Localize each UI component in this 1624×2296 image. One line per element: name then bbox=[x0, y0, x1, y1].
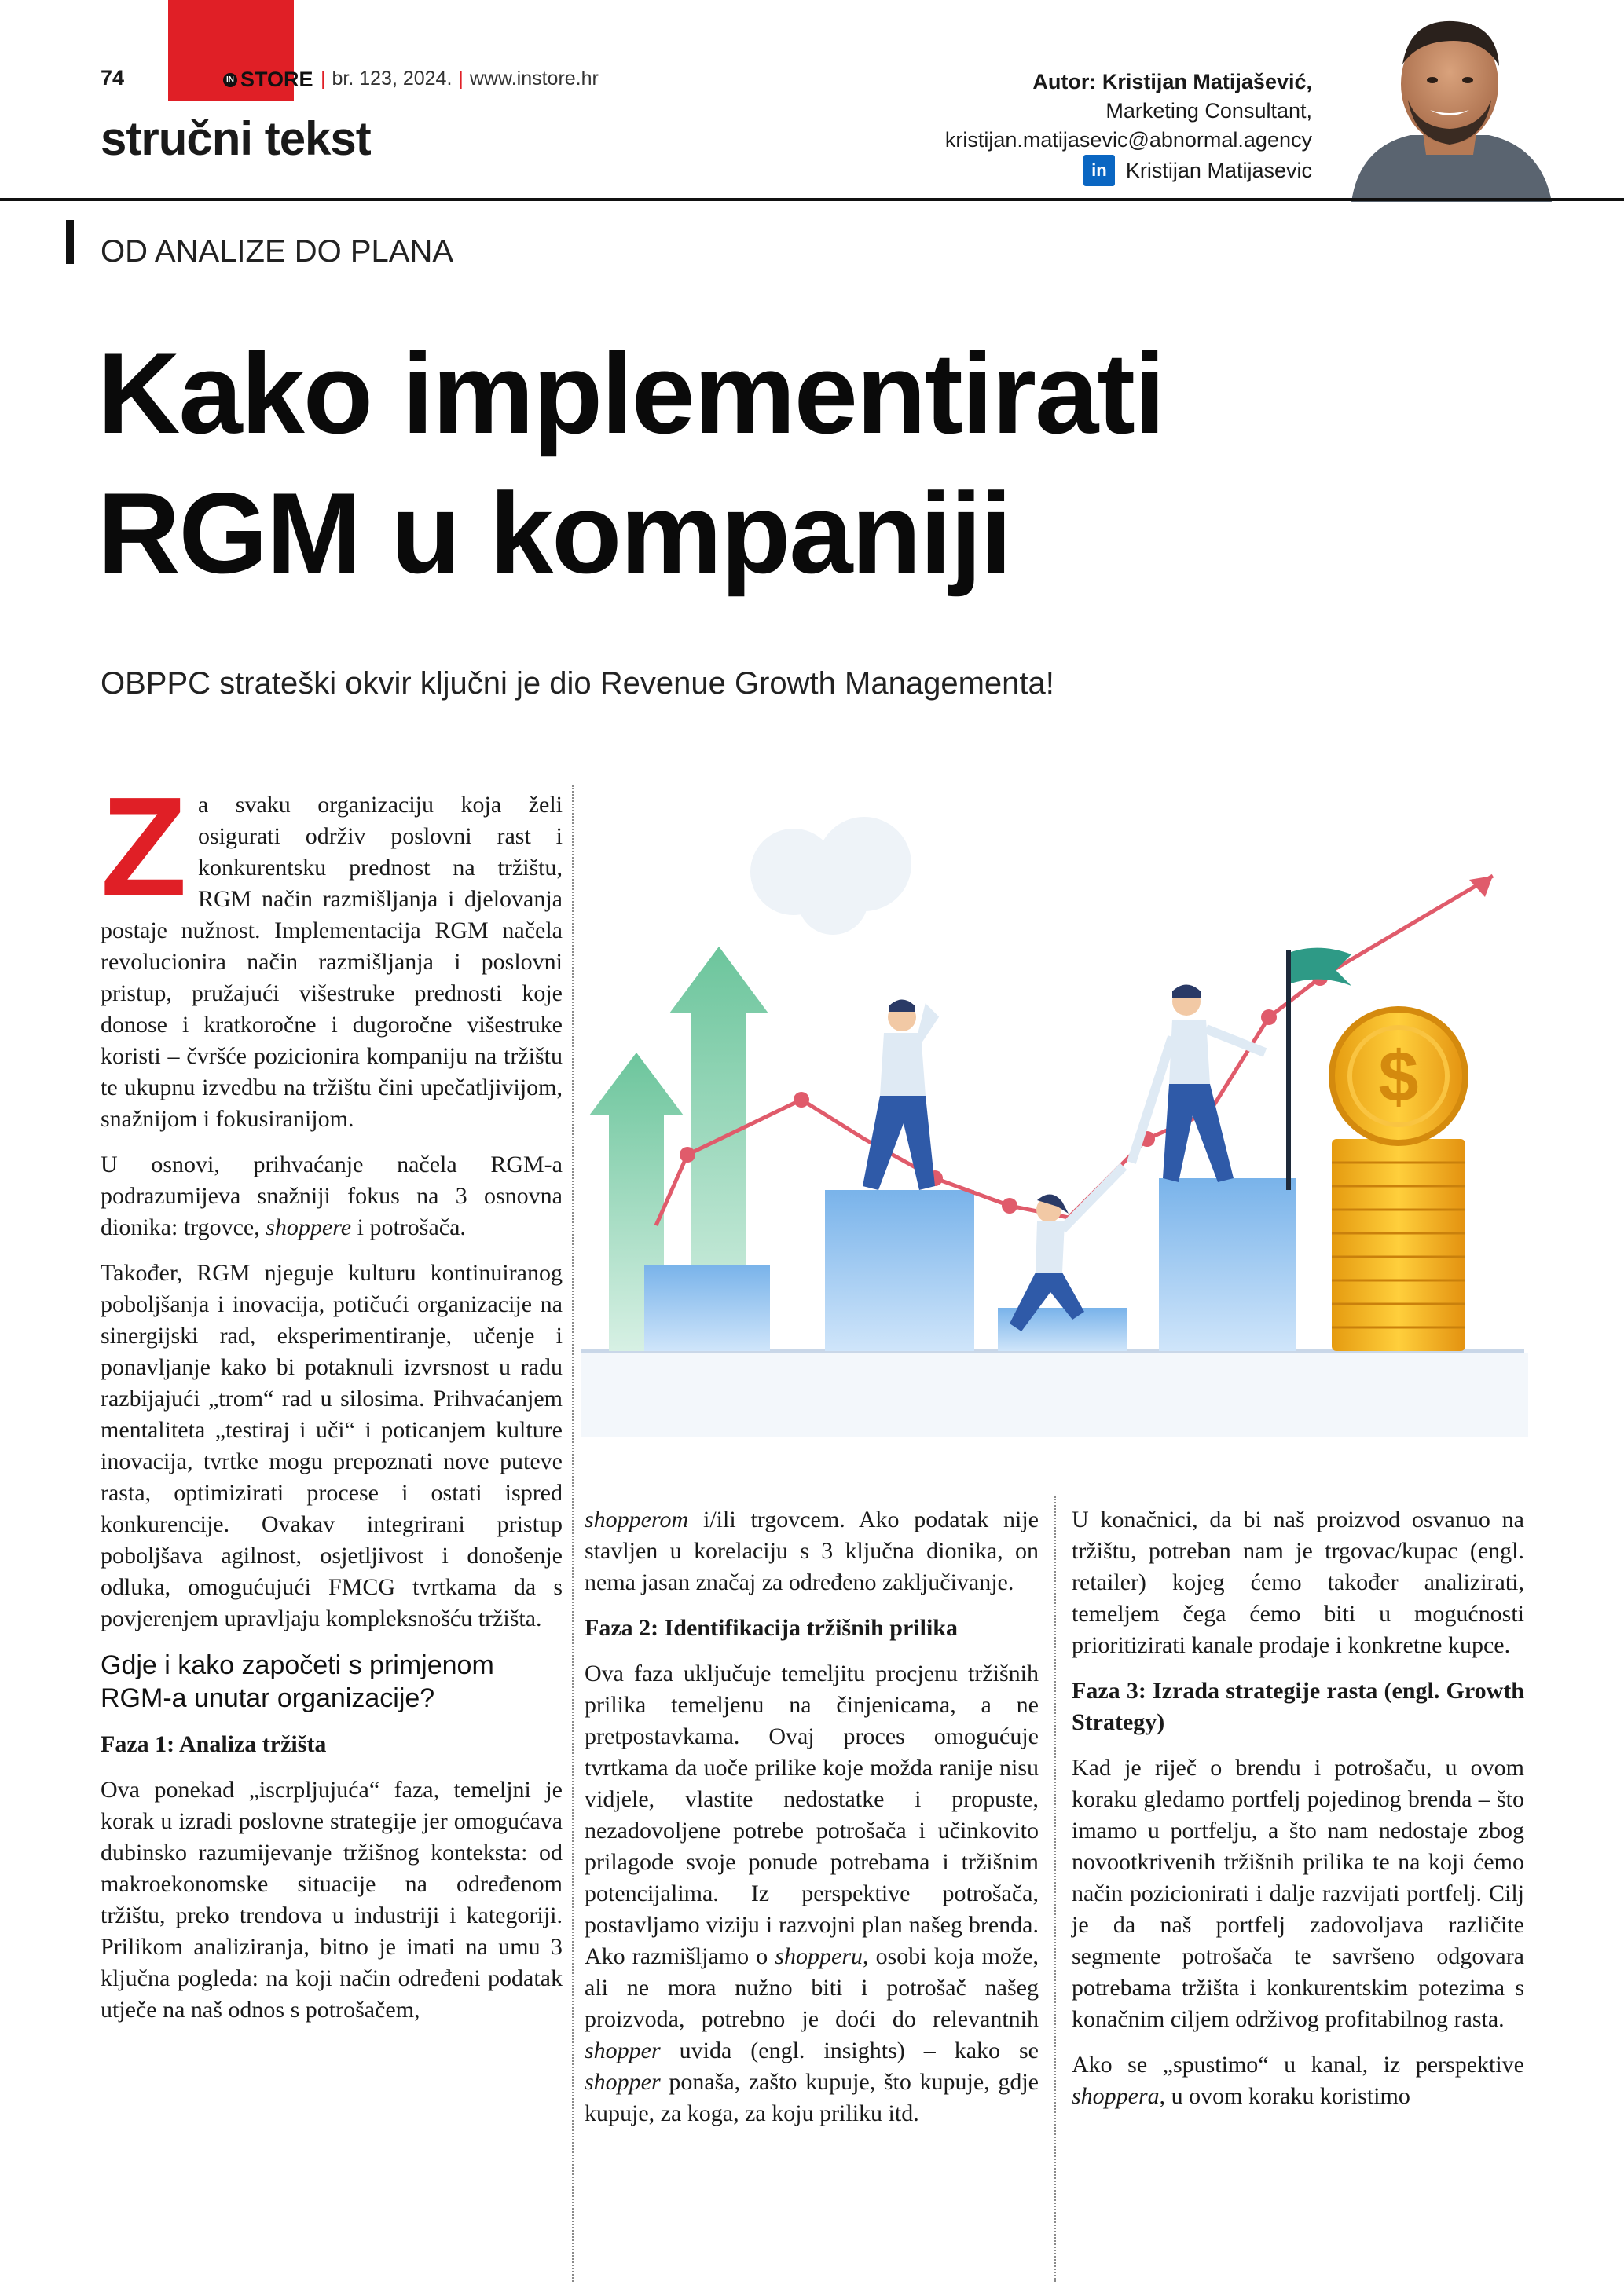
article-kicker: OD ANALIZE DO PLANA bbox=[101, 234, 454, 269]
person-climber bbox=[1010, 1166, 1124, 1331]
magazine-logo[interactable] bbox=[223, 68, 313, 92]
author-role: Marketing Consultant, bbox=[1105, 99, 1312, 123]
header-rule bbox=[0, 198, 1624, 201]
page-number: 74 bbox=[101, 66, 125, 90]
phase-3-heading: Faza 3: Izrada strategije rasta (engl. Growth Strategy) bbox=[1072, 1678, 1524, 1735]
column-1 bbox=[101, 768, 563, 2040]
author-box bbox=[762, 68, 1312, 186]
paragraph-c2-1: shopperom i/ili trgovcem. Ako podatak nije stavljen u korelaciju s 3 ključna dionika, on nema jasan značaj za određeno zaključivanje. bbox=[585, 1507, 1039, 1595]
article-title bbox=[97, 324, 1164, 603]
phase-2-heading: Faza 2: Identifikacija tržišnih prilika bbox=[585, 1615, 958, 1641]
kicker-bar bbox=[66, 220, 74, 264]
article-lead: OBPPC strateški okvir ključni je dio Revenue Growth Managementa! bbox=[101, 666, 1054, 701]
intro-paragraph: Za svaku organizaciju koja želi osigurati održiv poslovni rast i konkurentsku prednost na tržištu, RGM način razmišljanja i djelovanja postaje nužnost. Implementacija RGM načela revolucionira način razmišljanja i poslovni pristup, pružajući višestruke prednosti koje donose i kratkoročne i dugoročne višestruke koristi – čvršće pozicionira kompaniju na tržištu te ukupnu izvedbu na tržištu čini upečatljivijom, snažnijom i fokusiranijom. bbox=[101, 768, 563, 1132]
subheading: Gdje i kako započeti s primjenom RGM-a unutar organizacije? bbox=[101, 1650, 494, 1713]
growth-illustration bbox=[581, 817, 1528, 1437]
issue-info: | br. 123, 2024. | www.instore.hr bbox=[321, 68, 599, 90]
title-line-1: Kako implementirati bbox=[97, 329, 1164, 457]
paragraph-c3-2: Kad je riječ o brendu i potrošaču, u ovom koraku gledamo portfelj pojedinog brenda – što imamo u portfelju, a što nam nedostaje zbog novootkrivenih tržišnih prilika te na koji ćemo način pozicionirati i dalje razvijati portfelj. Cilj je da naš portfelj zadovoljava različite segmente potrošača te savršeno odgovara potrebama tržišta i konkurentskim potezima s konačnim ciljem održivog profitabilnog rasta. bbox=[1072, 1755, 1524, 2032]
title-line-2: RGM u kompaniji bbox=[97, 469, 1011, 597]
author-email[interactable]: kristijan.matijasevic@abnormal.agency bbox=[944, 128, 1312, 152]
paragraph-3: Također, RGM njeguje kulturu kontinuiranog poboljšanja i inovacija, potičući organizacije na sinergijski rad, eksperimentiranje, učenje i ponavljanje kako bi potaknuli izvrsnost u radu razbijajući „trom“ rad u silosima. Prihvaćanjem mentaliteta „testiraj i uči“ i poticanjem kulture inovacija, tvrtke mogu prepoznati nove puteve rasta, optimizirati procese i ostati ispred konkurencije. Ovakav integrirani pristup poboljšava agilnost, osjetljivost i donošenje odluka, omogućujući FMCG tvrtkama da s povjerenjem upravljaju kompleksnošću tržišta. bbox=[101, 1260, 563, 1631]
paragraph-2: U osnovi, prihvaćanje načela RGM-a podrazumijeva snažniji fokus na 3 osnovna dionika: trgovce, shoppere i potrošača. bbox=[101, 1152, 563, 1240]
issue-number: br. 123, 2024. bbox=[332, 68, 453, 90]
column-3 bbox=[1072, 1504, 1524, 2126]
coin-stack bbox=[1332, 1009, 1465, 1351]
paragraph-c3-3: Ako se „spustimo“ u kanal, iz perspektive shoppera, u ovom koraku koristimo bbox=[1072, 2052, 1524, 2109]
column-rule-2 bbox=[1054, 1496, 1056, 2282]
column-rule-1 bbox=[572, 785, 574, 2282]
person-lookout bbox=[863, 1000, 935, 1191]
svg-text:$: $ bbox=[1378, 1037, 1419, 1117]
paragraph-c3-1: U konačnici, da bi naš proizvod osvanuo na tržištu, potreban nam je trgovac/kupac (engl. retailer) kojeg ćemo također analizirati, temeljem čega ćemo biti u mogućnosti prioritizirati kanale prodaje i konkretne kupce. bbox=[1072, 1507, 1524, 1658]
logo-mark: IN bbox=[223, 73, 237, 87]
phase-1-heading: Faza 1: Analiza tržišta bbox=[101, 1731, 327, 1757]
author-name: Autor: Kristijan Matijašević, bbox=[1032, 70, 1312, 93]
section-label: stručni tekst bbox=[101, 112, 371, 165]
drop-cap: Z bbox=[101, 768, 187, 926]
website-link[interactable]: www.instore.hr bbox=[469, 68, 599, 90]
paragraph-4: Ova ponekad „iscrpljujuća“ faza, temeljni je korak u izradi poslovne strategije jer omogućava dubinsko razumijevanje tržišnog konteksta: od makroekonomske situacije na određenom tržištu, preko trendova u industriji i kategoriji. Prilikom analiziranja, bitno je imati na umu 3 ključna pogleda: na koji način određeni podatak utječe na naš odnos s potrošačem, bbox=[101, 1777, 563, 2023]
logo-name: STORE bbox=[240, 68, 313, 91]
person-helper bbox=[1131, 985, 1265, 1183]
column-2 bbox=[585, 1504, 1039, 2144]
paragraph-c2-2: Ova faza uključuje temeljitu procjenu tržišnih prilika temeljenu na činjenicama, a ne pretpostavkama. Ovaj proces omogućuje tvrtkama da uoče prilike koje možda ranije nisu vidjele, vlastite nedostatke i propuste, nezadovoljene potrebe potrošača i učinkovito prilagode svoje ponude potrebama i tržišnim potencijalima. Iz perspektive potrošača, postavljamo viziju i razvojni plan našeg brenda. Ako razmišljamo o shopperu, osobi koja može, ali ne mora nužno biti i potrošač našeg proizvoda, potrebno je doći do relevantnih shopper uvida (engl. insights) – kako se shopper ponaša, zašto kupuje, što kupuje, gdje kupuje, za koga, za koju priliku itd. bbox=[585, 1661, 1039, 2126]
linkedin-icon[interactable]: in bbox=[1083, 155, 1115, 186]
linkedin-name[interactable]: Kristijan Matijasevic bbox=[1125, 158, 1312, 182]
author-portrait bbox=[1336, 9, 1564, 202]
author-linkedin[interactable] bbox=[762, 155, 1312, 186]
